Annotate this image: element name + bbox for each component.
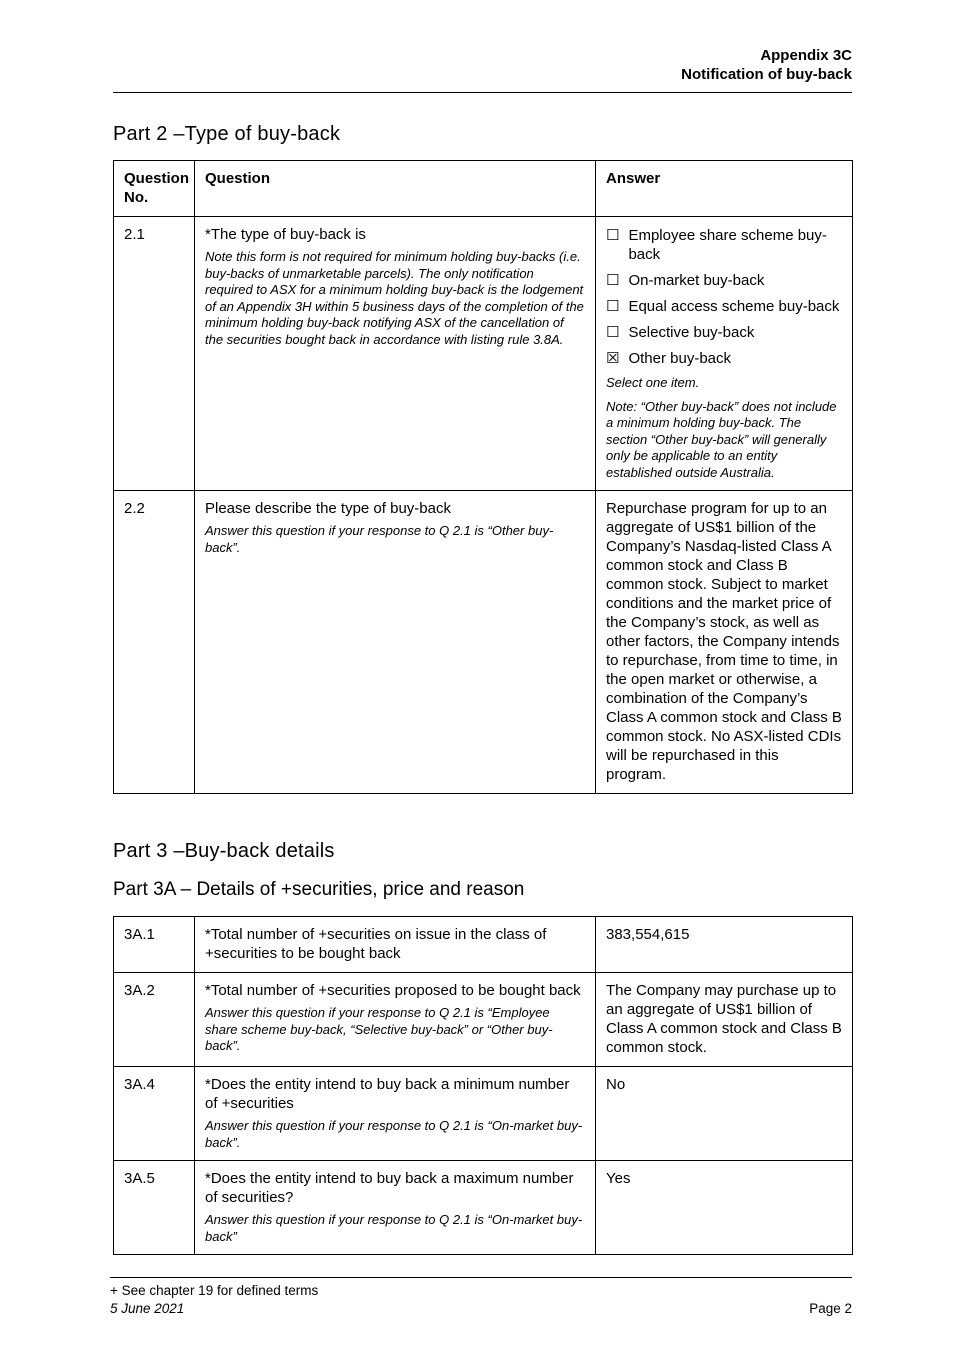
question-note: Answer this question if your response to Q 2.1 is “Employee share scheme buy-back, “Selective buy-back” or “Other buy-back”. <box>205 1005 553 1053</box>
footer-date: 5 June 2021 <box>110 1301 185 1316</box>
question-cell <box>195 917 596 973</box>
question-note: Answer this question if your response to Q 2.1 is “On-market buy-back”. <box>205 1118 583 1150</box>
answer-cell <box>596 217 853 491</box>
checkbox-unchecked-icon: ☐ <box>606 226 620 244</box>
question-note: Answer this question if your response to Q 2.1 is “On-market buy-back” <box>205 1212 583 1244</box>
option-other-buyback <box>606 349 842 368</box>
question-number: 2.1 <box>114 217 195 491</box>
question-number: 3A.4 <box>114 1067 195 1161</box>
answer-cell: No <box>596 1067 853 1161</box>
option-label: Other buy-back <box>628 350 731 367</box>
header-answer: Answer <box>596 161 853 217</box>
part2-heading: Part 2 –Type of buy-back <box>113 123 341 145</box>
part3a-heading: Part 3A – Details of +securities, price and reason <box>113 879 525 900</box>
question-note: Note this form is not required for minimum holding buy-backs (i.e. buy-backs of unmarketable parcels). The only notification required to ASX for a minimum holding buy-back is the lodgement of an Appendix 3H within 5 business days of the completion of the minimum holding buy-back notifying ASX of the cancellation of the securities bought back in accordance with listing rule 3.8A. <box>205 249 584 347</box>
checkbox-unchecked-icon: ☐ <box>606 323 620 341</box>
defined-terms-note: + See chapter 19 for defined terms <box>110 1283 319 1298</box>
buyback-type-options <box>606 226 842 368</box>
option-on-market <box>606 271 842 290</box>
question-text: *Total number of +securities proposed to be bought back <box>205 982 581 999</box>
option-employee-share-scheme <box>606 226 842 264</box>
question-text: *Does the entity intend to buy back a maximum number of securities? <box>205 1170 574 1206</box>
header-question-no: Question No. <box>114 161 195 217</box>
option-label: On-market buy-back <box>628 272 765 289</box>
answer-cell: Repurchase program for up to an aggregate of US$1 billion of the Company’s Nasdaq-listed Class A common stock and Class B common stock. Subject to market conditions and the market price of the Company’s stock, as well as other factors, the Company intends to repurchase, from time to time, in the open market or otherwise, a combination of the Company’s Class A common stock and Class B common stock. No ASX-listed CDIs will be repurchased in this program. <box>596 491 853 794</box>
table-row <box>114 973 853 1067</box>
answer-cell: Yes <box>596 1161 853 1255</box>
part2-table <box>113 160 853 794</box>
option-label: Selective buy-back <box>628 324 755 341</box>
table-row <box>114 1161 853 1255</box>
option-label: Employee share scheme buy-back <box>628 227 827 263</box>
table-row <box>114 1067 853 1161</box>
question-text: *The type of buy-back is <box>205 226 366 243</box>
answer-cell: 383,554,615 <box>596 917 853 973</box>
document-header <box>113 0 852 93</box>
option-equal-access <box>606 297 842 316</box>
question-text: *Does the entity intend to buy back a minimum number of +securities <box>205 1076 570 1112</box>
question-cell <box>195 973 596 1067</box>
part3a-table <box>113 916 853 1255</box>
header-question: Question <box>195 161 596 217</box>
question-number: 2.2 <box>114 491 195 794</box>
question-text: Please describe the type of buy-back <box>205 500 451 517</box>
other-buyback-note: Note: “Other buy-back” does not include a minimum holding buy-back. The section “Other buy-back” will generally only be applicable to an entity established outside Australia. <box>606 398 837 480</box>
footer-row <box>110 1300 852 1318</box>
checkbox-unchecked-icon: ☐ <box>606 297 620 315</box>
option-label: Equal access scheme buy-back <box>628 298 840 315</box>
question-text: *Total number of +securities on issue in the class of +securities to be bought back <box>205 926 547 962</box>
part3-heading: Part 3 –Buy-back details <box>113 840 335 862</box>
table-row <box>114 917 853 973</box>
option-selective <box>606 323 842 342</box>
table-row <box>114 491 853 794</box>
part2-table-header-row <box>114 161 853 217</box>
checkbox-checked-icon: ☒ <box>606 349 620 367</box>
question-number: 3A.2 <box>114 973 195 1067</box>
question-cell <box>195 1067 596 1161</box>
question-number: 3A.1 <box>114 917 195 973</box>
select-one-note: Select one item. <box>606 375 700 390</box>
question-number: 3A.5 <box>114 1161 195 1255</box>
question-note: Answer this question if your response to Q 2.1 is “Other buy-back”. <box>205 523 554 555</box>
question-cell <box>195 491 596 794</box>
document-title: Notification of buy-back <box>681 66 852 83</box>
question-cell <box>195 1161 596 1255</box>
page-content <box>113 0 852 1255</box>
document-footer <box>110 1277 852 1318</box>
page-number: Page 2 <box>809 1301 852 1316</box>
checkbox-unchecked-icon: ☐ <box>606 271 620 289</box>
answer-cell: The Company may purchase up to an aggregate of US$1 billion of Class A common stock and Class B common stock. <box>596 973 853 1067</box>
appendix-title: Appendix 3C <box>760 47 852 64</box>
table-row <box>114 217 853 491</box>
question-cell <box>195 217 596 491</box>
